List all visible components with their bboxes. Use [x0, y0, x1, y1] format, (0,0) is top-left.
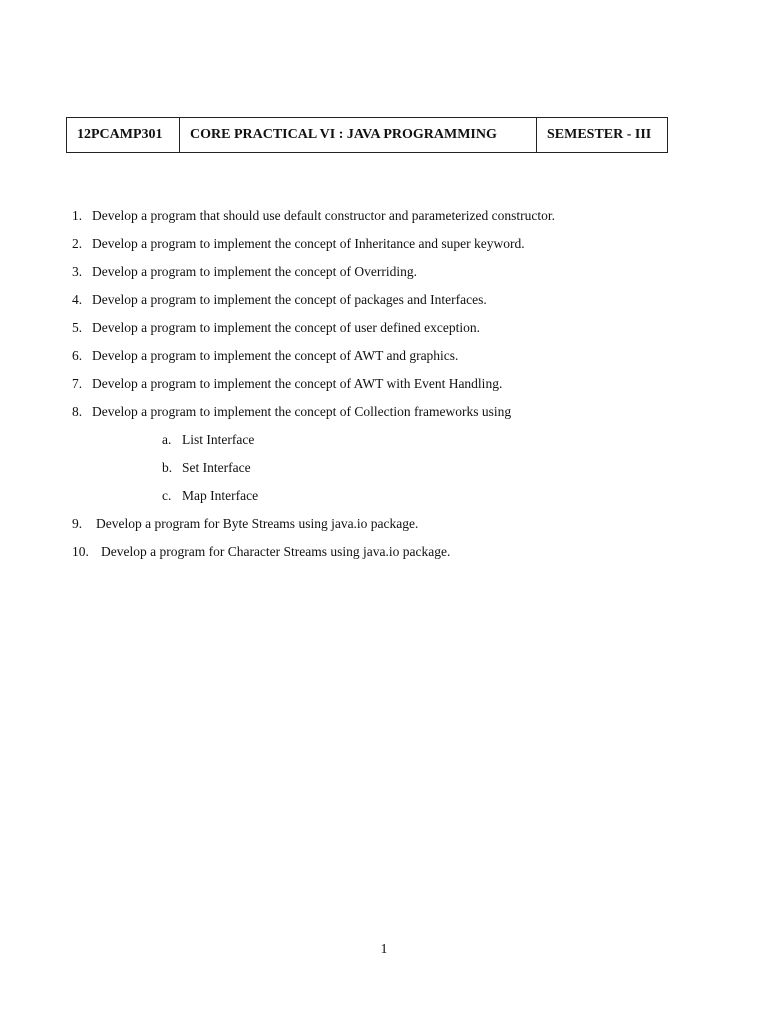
- sub-item-text: Set Interface: [182, 460, 251, 475]
- course-code: 12PCAMP301: [67, 118, 180, 153]
- list-item: [72, 232, 712, 260]
- semester-label: SEMESTER - III: [537, 118, 668, 153]
- item-text: Develop a program that should use default constructor and parameterized constructor.: [92, 208, 555, 223]
- list-item: [72, 512, 712, 540]
- sub-list-item: [72, 456, 712, 484]
- list-item: [72, 344, 712, 372]
- sub-item-text: List Interface: [182, 432, 255, 447]
- sub-item-text: Map Interface: [182, 488, 259, 503]
- item-text: Develop a program to implement the concept of packages and Interfaces.: [92, 292, 487, 307]
- item-number: 6.: [72, 348, 83, 363]
- item-number: 8.: [72, 404, 83, 419]
- list-item: [72, 400, 712, 428]
- course-header-row: [67, 118, 668, 153]
- item-number: 9.: [72, 516, 83, 531]
- list-item: [72, 288, 712, 316]
- item-text: Develop a program to implement the concept of AWT with Event Handling.: [92, 376, 503, 391]
- page-number: 1: [380, 942, 388, 957]
- sub-item-letter: a.: [162, 432, 172, 447]
- sub-list-item: [72, 428, 712, 456]
- sub-list-item: [72, 484, 712, 512]
- item-number: 7.: [72, 376, 83, 391]
- item-text: Develop a program to implement the concept of Overriding.: [92, 264, 418, 279]
- item-text: Develop a program for Byte Streams using java.io package.: [96, 516, 419, 531]
- practical-list: [72, 204, 712, 568]
- list-item: [72, 540, 712, 568]
- sub-item-letter: b.: [162, 460, 173, 475]
- item-text: Develop a program to implement the concept of user defined exception.: [92, 320, 480, 335]
- item-number: 1.: [72, 208, 83, 223]
- list-item: [72, 204, 712, 232]
- item-number: 3.: [72, 264, 83, 279]
- item-text: Develop a program to implement the concept of Collection frameworks using: [92, 404, 512, 419]
- item-number: 2.: [72, 236, 83, 251]
- course-header-table: [66, 117, 668, 153]
- list-item: [72, 372, 712, 400]
- item-text: Develop a program for Character Streams using java.io package.: [101, 544, 451, 559]
- course-title: CORE PRACTICAL VI : JAVA PROGRAMMING: [180, 118, 537, 153]
- item-text: Develop a program to implement the concept of AWT and graphics.: [92, 348, 459, 363]
- list-item: [72, 316, 712, 344]
- list-item: [72, 260, 712, 288]
- item-number: 10.: [72, 544, 89, 559]
- item-number: 5.: [72, 320, 83, 335]
- sub-item-letter: c.: [162, 488, 172, 503]
- item-number: 4.: [72, 292, 83, 307]
- item-text: Develop a program to implement the concept of Inheritance and super keyword.: [92, 236, 525, 251]
